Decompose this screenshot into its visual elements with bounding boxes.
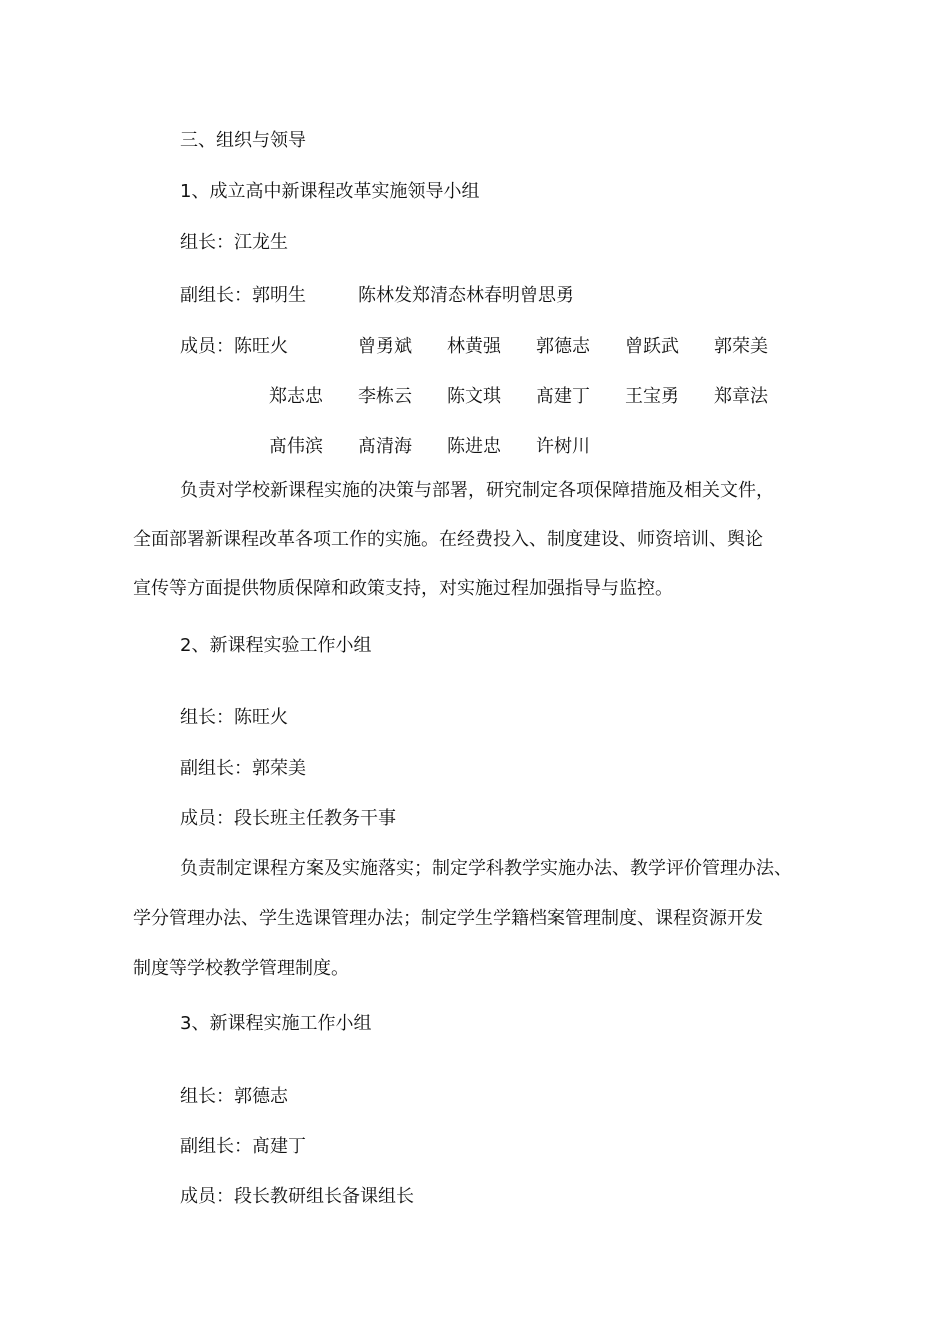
member-name: 王宝勇: [625, 386, 679, 407]
group1-members-label: 成员：陈旺火: [180, 336, 288, 357]
group2-duty-line: 负责制定课程方案及实施落实；制定学科教学实施办法、教学评价管理办法、: [180, 858, 792, 879]
group3-deputy: 副组长：髙建丁: [180, 1136, 306, 1157]
group1-duty-line: 全面部署新课程改革各项工作的实施。在经费投入、制度建设、师资培训、舆论: [133, 529, 763, 550]
group2-title: 2、新课程实验工作小组: [180, 635, 372, 656]
group2-leader: 组长：陈旺火: [180, 707, 288, 728]
group1-leader: 组长：江龙生: [180, 232, 288, 253]
member-name: 林黄强: [447, 336, 501, 357]
member-name: 髙建丁: [536, 386, 590, 407]
member-name: 曾跃武: [625, 336, 679, 357]
group1-duty-line: 宣传等方面提供物质保障和政策支持，对实施过程加强指导与监控。: [133, 578, 673, 599]
member-name: 郭荣美: [714, 336, 768, 357]
group2-deputy: 副组长：郭荣美: [180, 758, 306, 779]
group3-title: 3、新课程实施工作小组: [180, 1013, 372, 1034]
member-name: 李栋云: [358, 386, 412, 407]
group1-duty-line: 负责对学校新课程实施的决策与部署，研究制定各项保障措施及相关文件，: [180, 480, 774, 501]
group1-deputy-others: 陈林发郑清态林春明曾思勇: [358, 285, 574, 306]
member-name: 郭德志: [536, 336, 590, 357]
member-name: 许树川: [536, 436, 590, 457]
group2-members: 成员：段长班主任教务干事: [180, 808, 396, 829]
group2-duty-line: 制度等学校教学管理制度。: [133, 958, 349, 979]
member-name: 髙清海: [358, 436, 412, 457]
member-name: 髙伟滨: [269, 436, 323, 457]
group1-deputy-label: 副组长：郭明生: [180, 285, 306, 306]
group3-leader: 组长：郭德志: [180, 1086, 288, 1107]
member-name: 曾勇斌: [358, 336, 412, 357]
section-heading: 三、组织与领导: [180, 130, 306, 151]
group1-title: 1、成立高中新课程改革实施领导小组: [180, 181, 480, 202]
group3-members: 成员：段长教研组长备课组长: [180, 1186, 414, 1207]
member-name: 郑志忠: [269, 386, 323, 407]
group2-duty-line: 学分管理办法、学生选课管理办法；制定学生学籍档案管理制度、课程资源开发: [133, 908, 763, 929]
member-name: 陈文琪: [447, 386, 501, 407]
member-name: 郑章法: [714, 386, 768, 407]
member-name: 陈进忠: [447, 436, 501, 457]
